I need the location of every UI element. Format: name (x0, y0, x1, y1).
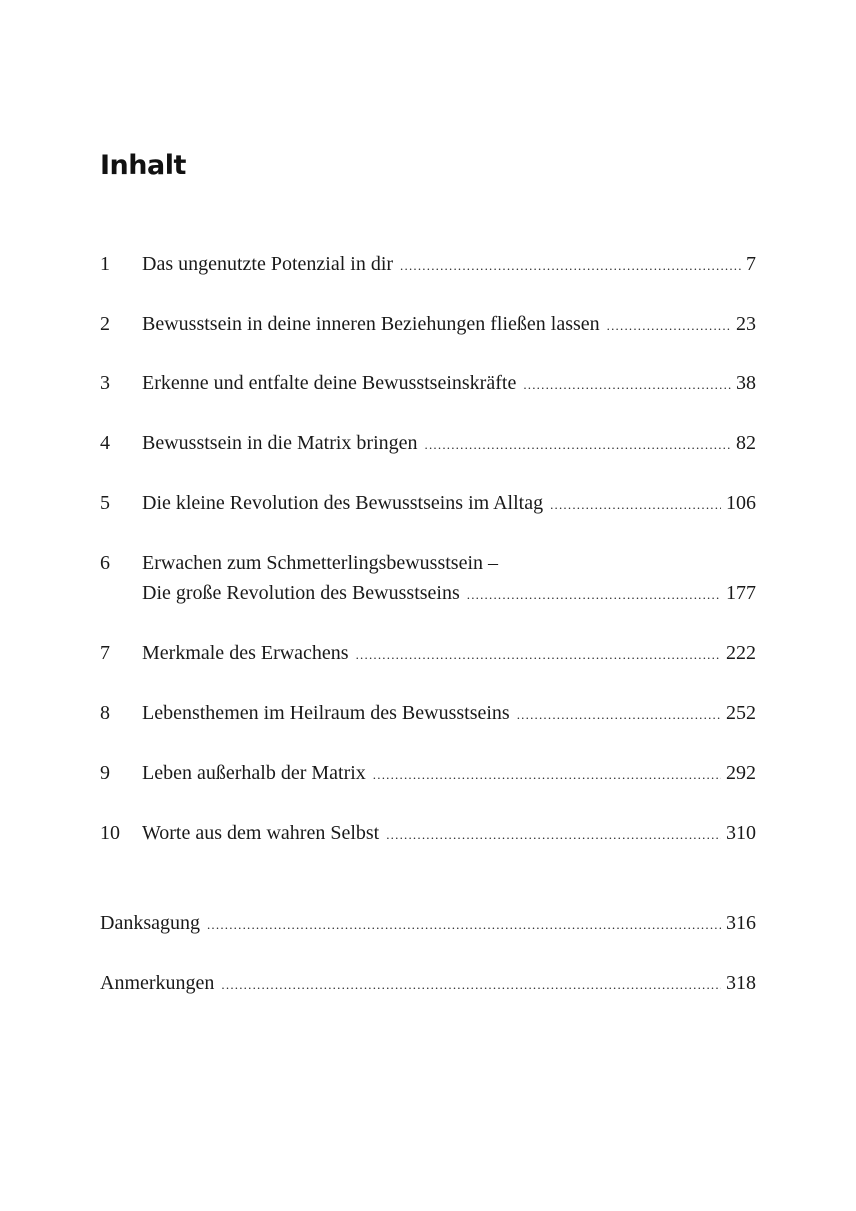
page-number: 310 (726, 822, 756, 844)
page-number: 316 (726, 912, 756, 934)
dot-leader (373, 760, 721, 790)
toc-entry-chapter-6[interactable] (100, 548, 756, 608)
chapter-number: 8 (100, 702, 110, 724)
toc-entry-chapter-5[interactable] (100, 488, 756, 518)
toc-entry-chapter-10[interactable] (100, 818, 756, 848)
dot-leader (550, 490, 721, 520)
chapter-title: Bewusstsein in die Matrix bringen (142, 432, 418, 454)
page-number: 7 (746, 253, 756, 275)
toc-entry-anmerkungen[interactable] (100, 968, 756, 998)
toc-entry-chapter-3[interactable] (100, 368, 756, 398)
page-number: 38 (736, 372, 756, 394)
page-number: 292 (726, 762, 756, 784)
chapter-title: Worte aus dem wahren Selbst (142, 822, 380, 844)
dot-leader (221, 970, 721, 1000)
toc-entry-chapter-1[interactable] (100, 249, 756, 279)
page-number: 222 (726, 642, 756, 664)
chapter-number: 6 (100, 552, 110, 574)
page-number: 23 (736, 313, 756, 335)
page-number: 106 (726, 492, 756, 514)
toc-entry-chapter-4[interactable] (100, 428, 756, 458)
page-number: 82 (736, 432, 756, 454)
page-number: 318 (726, 972, 756, 994)
section-title: Anmerkungen (100, 972, 215, 994)
dot-leader (386, 820, 721, 850)
chapter-title: Die große Revolution des Bewusstseins (142, 582, 460, 604)
dot-leader (400, 251, 741, 281)
toc-entry-chapter-2[interactable] (100, 309, 756, 339)
chapter-number: 1 (100, 253, 110, 275)
dot-leader (607, 311, 731, 341)
section-title: Danksagung (100, 912, 200, 934)
chapter-title-line-1: Erwachen zum Schmetterlingsbewusstsein – (142, 552, 499, 574)
chapter-number: 5 (100, 492, 110, 514)
chapter-title: Lebensthemen im Heilraum des Bewusstseins (142, 702, 510, 724)
chapter-title: Die kleine Revolution des Bewusstseins im Alltag (142, 492, 544, 514)
chapter-number: 3 (100, 372, 110, 394)
page-number: 252 (726, 702, 756, 724)
page-title: Inhalt (100, 150, 186, 181)
dot-leader (467, 580, 721, 610)
toc-entry-chapter-7[interactable] (100, 638, 756, 668)
dot-leader (523, 370, 731, 400)
dot-leader (356, 640, 721, 670)
page-number: 177 (726, 582, 756, 604)
dot-leader (207, 910, 721, 940)
chapter-number: 9 (100, 762, 110, 784)
chapter-number: 7 (100, 642, 110, 664)
chapter-title: Erkenne und entfalte deine Bewusstseinskräfte (142, 372, 517, 394)
toc-entry-chapter-8[interactable] (100, 698, 756, 728)
chapter-number: 4 (100, 432, 110, 454)
chapter-title: Merkmale des Erwachens (142, 642, 349, 664)
chapter-title: Leben außerhalb der Matrix (142, 762, 366, 784)
toc-entry-chapter-9[interactable] (100, 758, 756, 788)
dot-leader (517, 700, 721, 730)
chapter-number: 2 (100, 313, 110, 335)
dot-leader (425, 430, 731, 460)
chapter-title: Das ungenutzte Potenzial in dir (142, 253, 394, 275)
toc-entry-danksagung[interactable] (100, 908, 756, 938)
chapter-number: 10 (100, 822, 120, 844)
chapter-title: Bewusstsein in deine inneren Beziehungen fließen lassen (142, 313, 600, 335)
